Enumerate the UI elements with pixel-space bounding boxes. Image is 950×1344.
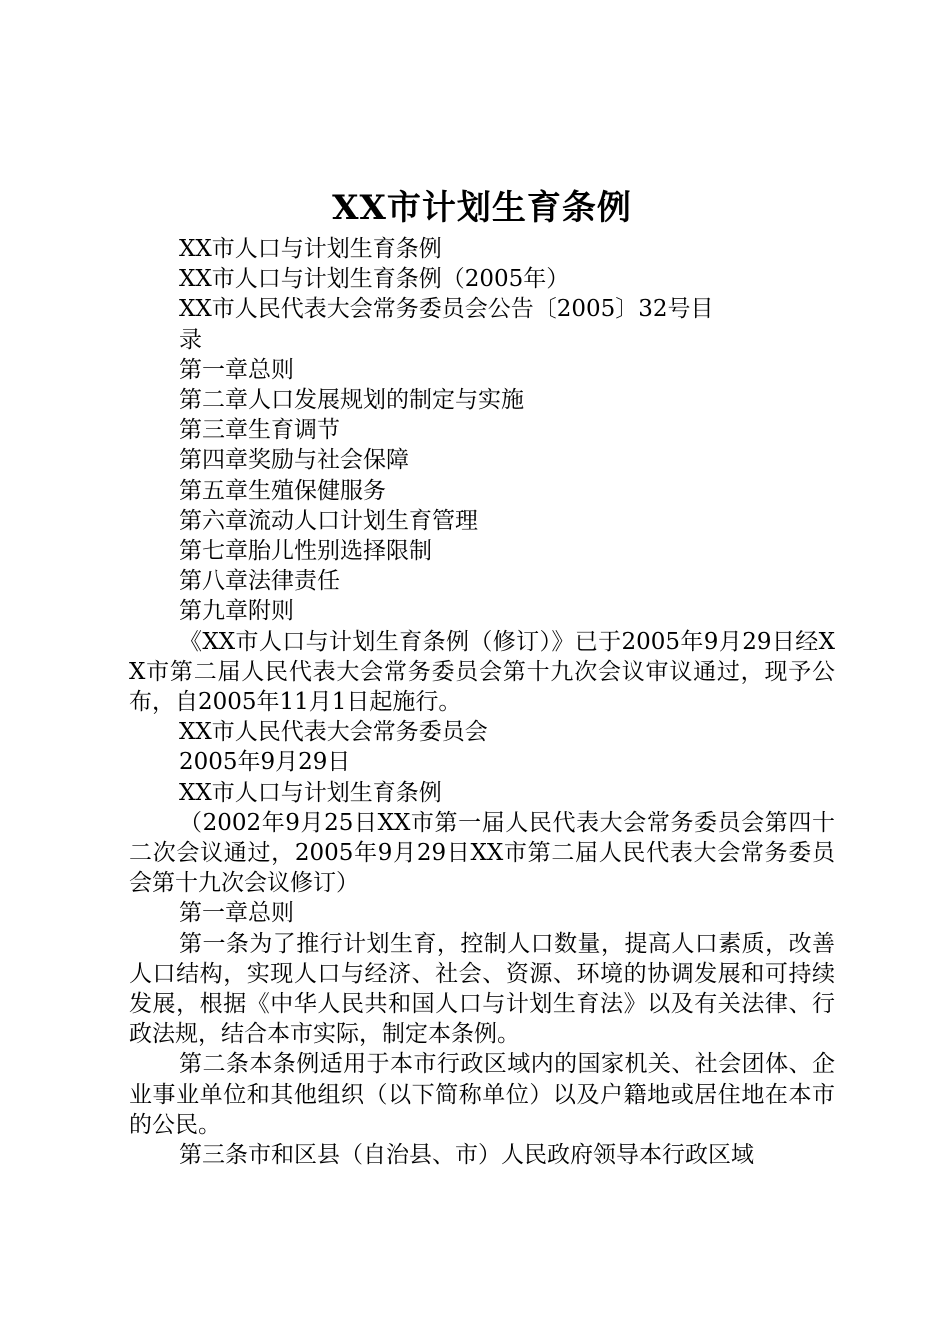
- toc-item: 第二章人口发展规划的制定与实施: [179, 387, 524, 414]
- regulation-title: XX市人口与计划生育条例: [179, 779, 442, 806]
- toc-item: 第一章总则: [179, 356, 294, 383]
- subtitle-line: XX市人口与计划生育条例（2005年）: [179, 266, 570, 293]
- article-paragraph: 第三条市和区县（自治县、市）人民政府领导本行政区域: [179, 1142, 754, 1169]
- chapter-heading: 第一章总则: [179, 900, 294, 927]
- announcement-line: XX市人民代表大会常务委员会公告〔2005〕32号目: [179, 296, 714, 323]
- document-title: XX市计划生育条例: [332, 188, 632, 228]
- toc-item: 第四章奖励与社会保障: [179, 447, 409, 474]
- toc-item: 第五章生殖保健服务: [179, 477, 386, 504]
- adoption-note: （2002年9月25日XX市第一届人民代表大会常务委员会第四十二次会议通过，2005年9月29日XX市第二届人民代表大会常务委员会第十九次会议修订）: [129, 809, 835, 897]
- toc-item: 第九章附则: [179, 598, 294, 625]
- document-page: [129, 186, 835, 1170]
- subtitle-line: XX市人口与计划生育条例: [179, 236, 442, 262]
- toc-item: 第八章法律责任: [179, 568, 340, 595]
- toc-item: 第六章流动人口计划生育管理: [179, 507, 478, 534]
- announcement-paragraph: 《XX市人口与计划生育条例（修订）》已于2005年9月29日经XX市第二届人民代表大会常务委员会第十九次会议审议通过，现予公布，自2005年11月1日起施行。: [129, 628, 835, 716]
- toc-item: 第七章胎儿性别选择限制: [179, 538, 432, 565]
- date-line: 2005年9月29日: [179, 749, 351, 776]
- toc-heading-tail: 录: [179, 326, 202, 353]
- toc-item: 第三章生育调节: [179, 417, 340, 444]
- issuer-line: XX市人民代表大会常务委员会: [179, 719, 488, 746]
- article-paragraph: 第二条本条例适用于本市行政区域内的国家机关、社会团体、企业事业单位和其他组织（以下简称单位）以及户籍地或居住地在本市的公民。: [129, 1051, 835, 1138]
- article-paragraph: 第一条为了推行计划生育，控制人口数量，提高人口素质，改善人口结构，实现人口与经济、社会、资源、环境的协调发展和可持续发展，根据《中华人民共和国人口与计划生育法》以及有关法律、行政法规，结合本市实际，制定本条例。: [129, 930, 835, 1048]
